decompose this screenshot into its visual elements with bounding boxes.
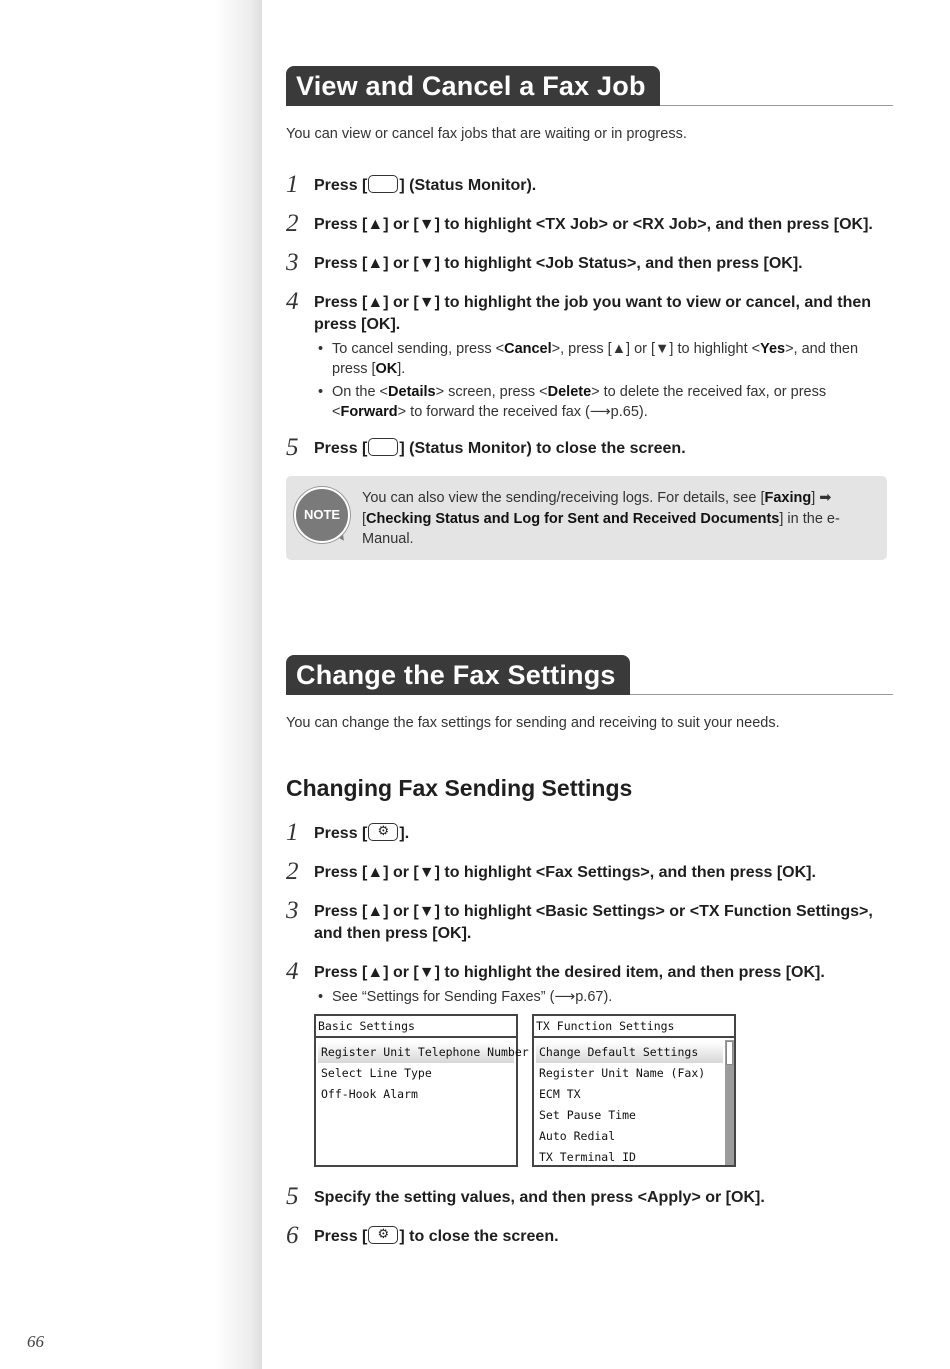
step-5 — [286, 434, 891, 461]
step-number: 5 — [286, 1183, 299, 1210]
note-box — [286, 476, 887, 560]
section-title: View and Cancel a Fax Job — [286, 66, 660, 106]
step-1 — [286, 171, 891, 198]
step-text: Press [ ] (Status Monitor). — [314, 177, 537, 194]
gear-icon: ⚙ — [377, 1226, 390, 1241]
subsection-title: Changing Fax Sending Settings — [286, 775, 633, 801]
step-number: 2 — [286, 858, 299, 885]
step-number: 3 — [286, 897, 299, 924]
lcd-tx-function-settings — [532, 1014, 736, 1167]
step-text: Specify the setting values, and then press <Apply> or [OK]. — [314, 1189, 765, 1206]
lcd-title: Basic Settings — [316, 1016, 516, 1038]
lcd-title: TX Function Settings — [534, 1016, 734, 1038]
step-number: 5 — [286, 434, 299, 461]
step-2 — [286, 858, 891, 885]
page-number: 66 — [27, 1332, 44, 1351]
lcd-item[interactable]: TX Terminal ID — [539, 1150, 636, 1164]
section-heading-view-cancel — [286, 66, 893, 106]
section-intro: You can change the fax settings for sending and receiving to suit your needs. — [286, 715, 780, 731]
status-monitor-key-icon — [368, 175, 398, 193]
step-4 — [286, 958, 891, 1010]
step-number: 6 — [286, 1222, 299, 1249]
menu-key-icon — [368, 823, 398, 841]
step-6 — [286, 1222, 891, 1249]
step-text: Press [ ⚙ ]. — [314, 823, 410, 842]
step-3 — [286, 897, 891, 945]
step-number: 4 — [286, 958, 299, 985]
step-text: Press [▲] or [▼] to highlight <Job Status>, and then press [OK]. — [314, 255, 803, 272]
step-number: 2 — [286, 210, 299, 237]
lcd-item-selected[interactable]: Change Default Settings — [536, 1042, 723, 1063]
lcd-item[interactable]: Set Pause Time — [539, 1108, 636, 1122]
bullet-see-settings: • See “Settings for Sending Faxes” (⟶p.67). — [332, 987, 891, 1007]
lcd-list — [318, 1042, 529, 1163]
step-text: Press [▲] or [▼] to highlight <Fax Settings>, and then press [OK]. — [314, 864, 816, 881]
bullet-cancel-sending: • To cancel sending, press <Cancel>, press [▲] or [▼] to highlight <Yes>, and then press [OK]. — [332, 339, 891, 379]
lcd-item[interactable]: ECM TX — [539, 1087, 581, 1101]
section-heading-change-settings — [286, 655, 893, 695]
step-1 — [286, 819, 891, 846]
step-5 — [286, 1183, 891, 1210]
lcd-item[interactable]: Register Unit Name (Fax) — [539, 1066, 706, 1080]
section-intro: You can view or cancel fax jobs that are waiting or in progress. — [286, 126, 687, 142]
page-edge-shadow — [0, 0, 262, 1369]
step-number: 4 — [286, 288, 299, 315]
section-title: Change the Fax Settings — [286, 655, 630, 695]
step-number: 1 — [286, 819, 299, 846]
lcd-scrollbar[interactable] — [725, 1040, 734, 1165]
step-text: Press [▲] or [▼] to highlight <Basic Settings> or <TX Function Settings>, and then press [OK]. — [314, 903, 873, 942]
step-text: Press [▲] or [▼] to highlight <TX Job> or <RX Job>, and then press [OK]. — [314, 216, 873, 233]
step-3 — [286, 249, 891, 276]
note-icon: NOTE — [294, 487, 350, 543]
gear-icon: ⚙ — [377, 823, 390, 838]
step-number: 1 — [286, 171, 299, 198]
step-2 — [286, 210, 891, 237]
step-text: Press [▲] or [▼] to highlight the job you want to view or cancel, and then press [OK]. — [314, 294, 872, 333]
step-bullets — [332, 339, 891, 422]
step-text: Press [ ] (Status Monitor) to close the screen. — [314, 440, 686, 457]
step-text: Press [▲] or [▼] to highlight the desired item, and then press [OK]. — [314, 964, 825, 981]
bullet-details-screen: • On the <Details> screen, press <Delete> to delete the received fax, or press <Forward> to forward the received fax (⟶p.65). — [332, 382, 891, 422]
lcd-item[interactable]: Off-Hook Alarm — [321, 1087, 418, 1101]
step-4 — [286, 288, 891, 425]
lcd-item[interactable]: Auto Redial — [539, 1129, 616, 1143]
step-number: 3 — [286, 249, 299, 276]
lcd-item-selected[interactable]: Register Unit Telephone Number — [318, 1042, 514, 1063]
lcd-scrollbar-thumb[interactable] — [726, 1041, 733, 1065]
note-text: You can also view the sending/receiving logs. For details, see [Faxing] ➡ [Checking Status and Log for Sent and Received Documents] in the e-Manual. — [362, 490, 840, 547]
lcd-basic-settings — [314, 1014, 529, 1167]
menu-key-icon — [368, 1226, 398, 1244]
lcd-list — [536, 1042, 723, 1163]
lcd-item[interactable]: Select Line Type — [321, 1066, 432, 1080]
step-text: Press [ ⚙ ] to close the screen. — [314, 1226, 559, 1245]
status-monitor-key-icon — [368, 438, 398, 456]
step-bullets — [332, 987, 891, 1007]
